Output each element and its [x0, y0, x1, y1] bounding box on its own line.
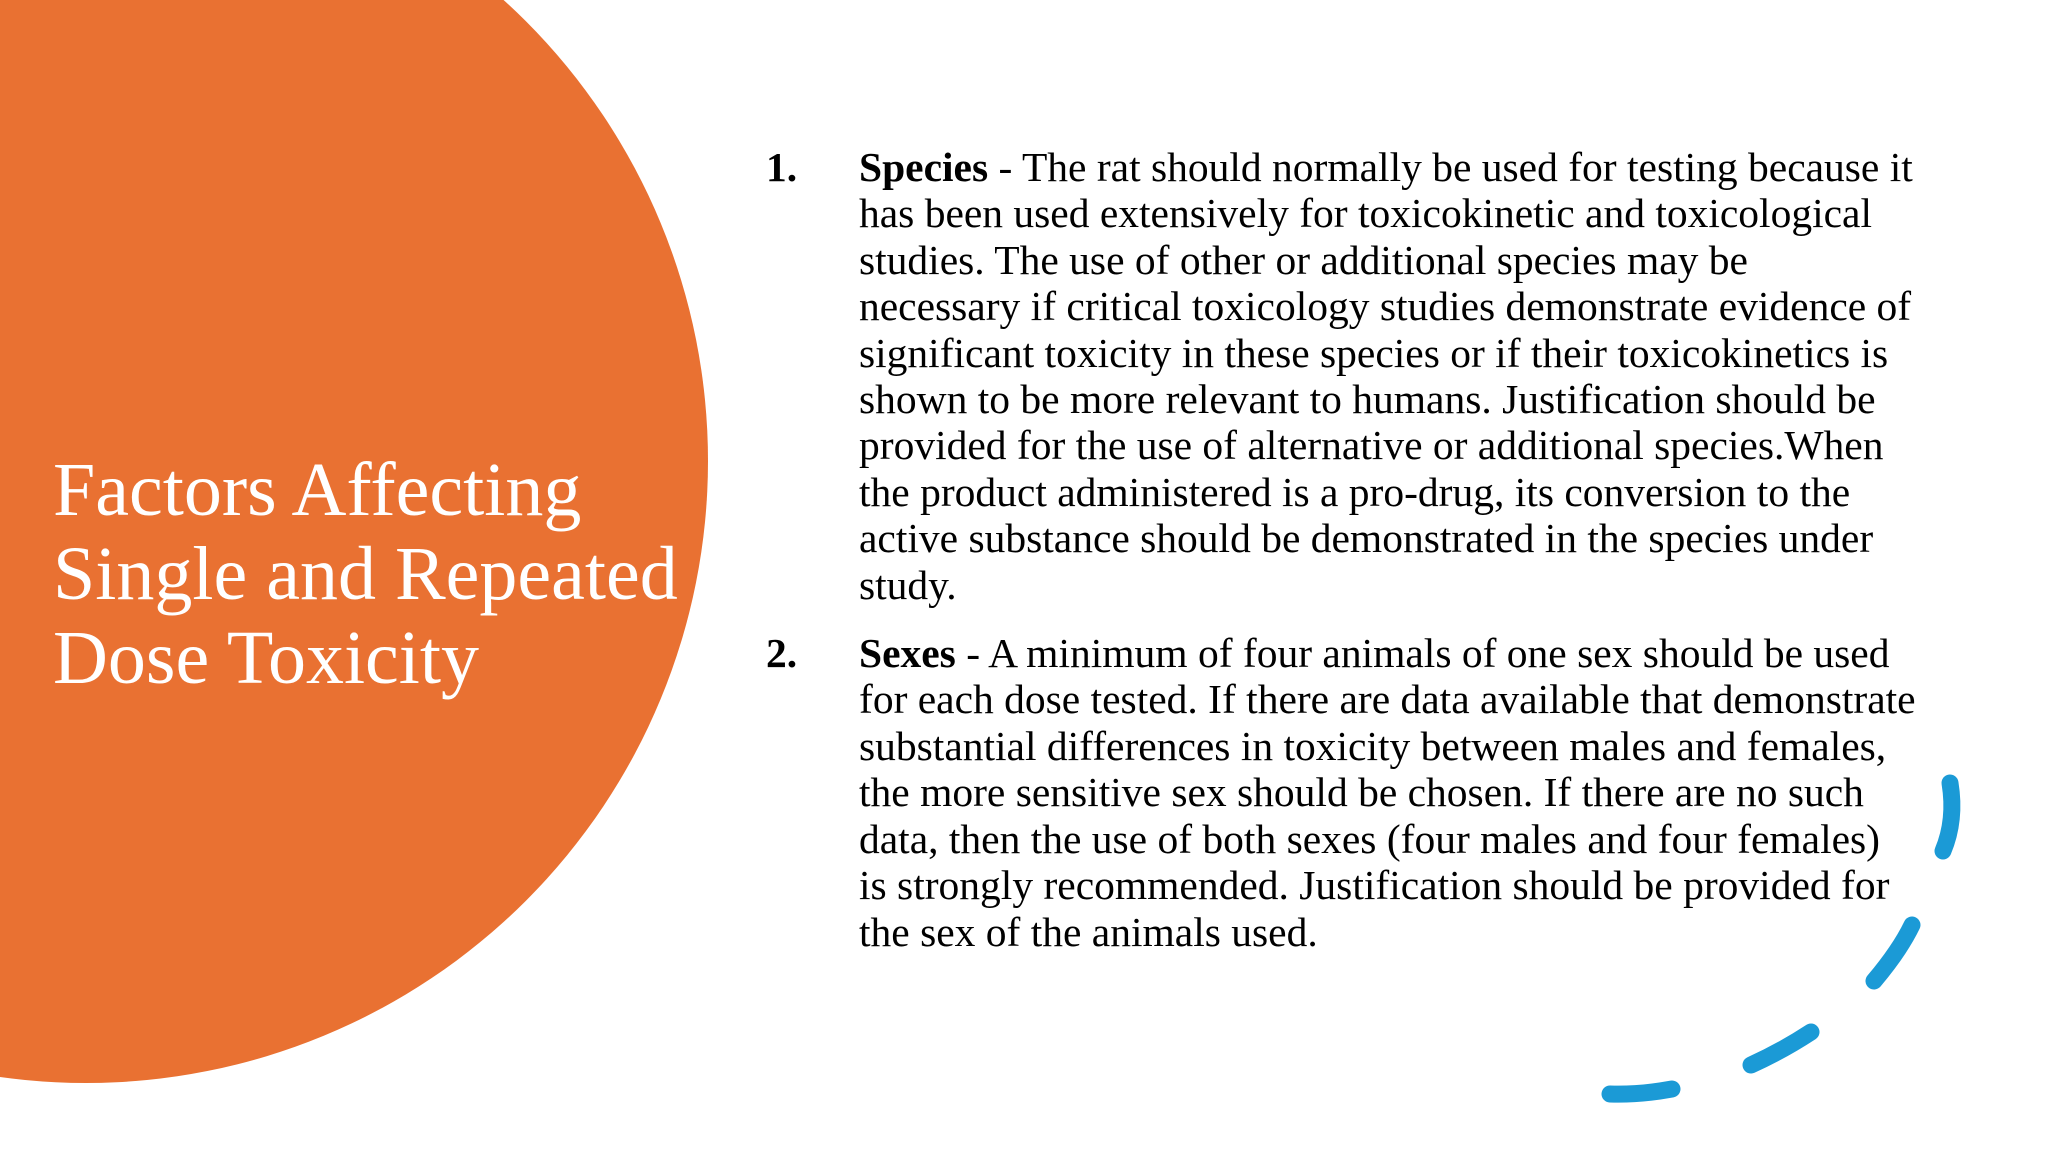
list-item-number: 1. [766, 144, 798, 190]
list-item-text: The rat should normally be used for testing because it has been used extensively for toxicokinetic and toxicological studies. The use of other or additional species may be necessary if critical toxicology studies demonstrate evidence of significant toxicity in these species or if their toxicokinetics is shown to be more relevant to humans. Justification should be provided for the use of alternative or additional species.When the product administered is a pro-drug, its conversion to the active substance should be demonstrated in the species under study. [859, 144, 1913, 608]
list-item-number: 2. [766, 630, 798, 677]
arc-dash-4 [1610, 1089, 1672, 1094]
list-item-text: A minimum of four animals of one sex should be used for each dose tested. If there are data available that demonstrate substantial differences in toxicity between males and females, the more sensitive sex should be chosen. If there are no such data, then the use of both sexes (four males and four females) is strongly recommended. Justification should be provided for the sex of the animals used. [859, 630, 1916, 955]
arc-dash-2 [1874, 925, 1912, 981]
arc-dash-1 [1943, 783, 1952, 851]
arc-dash-3 [1751, 1032, 1811, 1065]
list-item-term: Species [859, 144, 989, 190]
list-item-separator: - [955, 630, 989, 677]
list-item-separator: - [988, 144, 1022, 190]
list-item-term: Sexes [859, 630, 956, 677]
slide-title: Factors Affecting Single and Repeated Dose Toxicity [53, 448, 678, 700]
